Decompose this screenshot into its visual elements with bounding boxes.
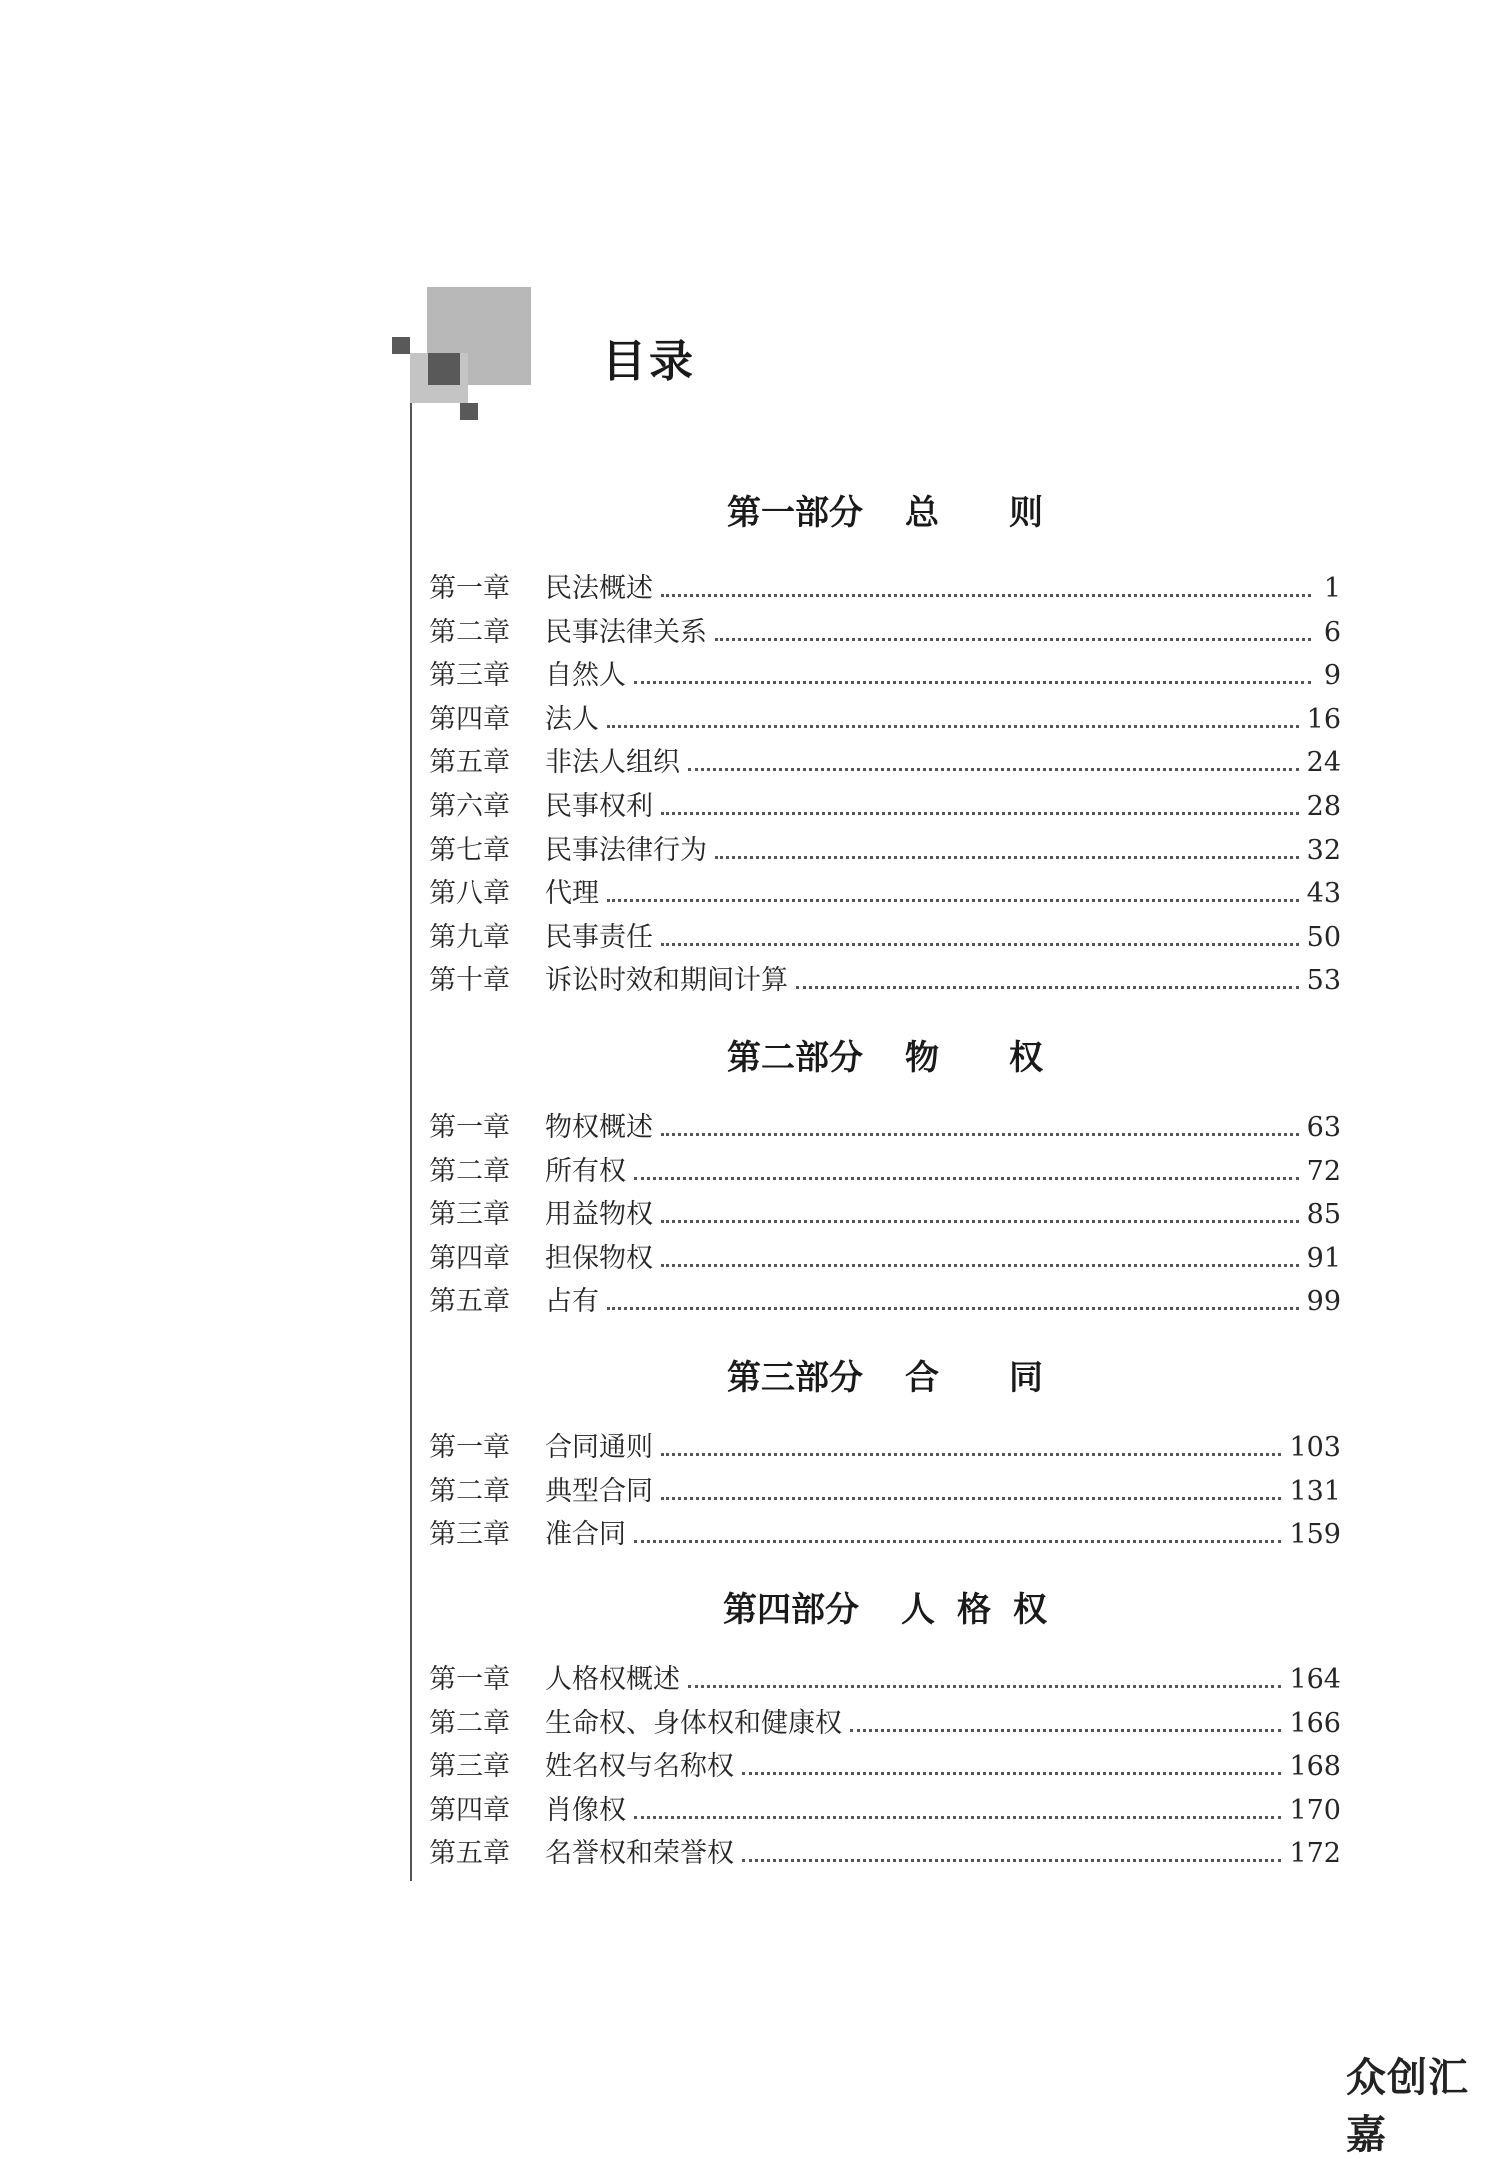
chapter-title: 人格权概述 [545, 1664, 680, 1695]
chapter-title: 肖像权 [545, 1794, 626, 1826]
toc-entry[interactable] [429, 874, 1341, 914]
dot-leader [607, 1306, 1299, 1310]
part-name-char: 格 [957, 1590, 991, 1630]
dot-leader [634, 680, 1311, 684]
chapter-title: 所有权 [545, 1155, 626, 1187]
chapter-title: 诉讼时效和期间计算 [545, 965, 788, 997]
part-name-char: 合 [905, 1358, 939, 1398]
chapter-title: 合同通则 [545, 1432, 653, 1463]
chapter-title: 占有 [545, 1286, 599, 1318]
toc-entry[interactable] [429, 1660, 1341, 1700]
watermark: 众创汇嘉 [1346, 2055, 1469, 2158]
dot-leader [661, 1496, 1281, 1500]
chapter-number: 第九章 [429, 921, 510, 953]
chapter-number: 第七章 [429, 834, 510, 866]
page-number: 6 [1323, 616, 1341, 648]
dot-leader [661, 593, 1311, 597]
chapter-title: 民事法律关系 [545, 616, 707, 648]
part-name-char: 物 [905, 1038, 939, 1078]
page-number: 53 [1306, 965, 1341, 997]
toc-entry[interactable] [429, 1791, 1341, 1831]
chapter-number: 第八章 [429, 878, 510, 910]
page-number: 91 [1306, 1242, 1341, 1274]
dot-leader [634, 1176, 1299, 1180]
chapter-title: 民事法律行为 [545, 834, 707, 866]
dot-leader [661, 1263, 1299, 1267]
chapter-title: 担保物权 [545, 1242, 653, 1274]
toc-entry[interactable] [429, 656, 1341, 696]
page-number: 1 [1323, 573, 1341, 604]
page-number: 63 [1306, 1112, 1341, 1143]
toc-entry[interactable] [429, 1239, 1341, 1279]
page-number: 168 [1289, 1751, 1341, 1783]
part-name-char: 权 [1013, 1590, 1047, 1630]
toc-entry[interactable] [429, 1108, 1341, 1148]
toc-entry[interactable] [429, 1747, 1341, 1787]
chapter-title: 生命权、身体权和健康权 [545, 1707, 842, 1739]
page-number: 50 [1306, 921, 1341, 953]
part-name-char: 则 [1009, 493, 1043, 533]
part-name-char: 同 [1009, 1358, 1043, 1398]
chapter-number: 第四章 [429, 703, 510, 735]
dot-leader [661, 811, 1299, 815]
part-heading [429, 1030, 1341, 1079]
page-number: 43 [1306, 878, 1341, 910]
part-heading [429, 485, 1341, 534]
toc-entry[interactable] [429, 613, 1341, 653]
chapter-title: 民事责任 [545, 921, 653, 953]
toc-entry[interactable] [429, 700, 1341, 740]
part-number: 第四部分 [723, 1590, 859, 1630]
page-number: 164 [1289, 1664, 1341, 1695]
part-heading [429, 1350, 1341, 1399]
page-title: 目录 [602, 336, 696, 387]
decorative-square-dark [428, 353, 460, 385]
dot-leader [634, 1539, 1281, 1543]
chapter-number: 第一章 [429, 573, 510, 604]
page-number: 9 [1323, 660, 1341, 692]
chapter-number: 第六章 [429, 791, 510, 822]
chapter-title: 自然人 [545, 660, 626, 692]
chapter-title: 法人 [545, 703, 599, 735]
toc-entry[interactable] [429, 961, 1341, 1001]
chapter-title: 准合同 [545, 1519, 626, 1551]
chapter-number: 第二章 [429, 616, 510, 648]
chapter-number: 第三章 [429, 1199, 510, 1231]
chapter-title: 民事权利 [545, 791, 653, 822]
chapter-number: 第三章 [429, 1519, 510, 1551]
dot-leader [607, 724, 1299, 728]
toc-entry[interactable] [429, 831, 1341, 871]
chapter-title: 非法人组织 [545, 747, 680, 779]
page-number: 170 [1289, 1794, 1341, 1826]
chapter-number: 第三章 [429, 1751, 510, 1783]
dot-leader [715, 855, 1299, 859]
chapter-number: 第二章 [429, 1707, 510, 1739]
page-number: 85 [1306, 1199, 1341, 1231]
page-number: 99 [1306, 1286, 1341, 1318]
chapter-number: 第二章 [429, 1475, 510, 1507]
dot-leader [796, 985, 1299, 989]
toc-entry[interactable] [429, 1195, 1341, 1235]
chapter-title: 民法概述 [545, 573, 653, 604]
chapter-number: 第一章 [429, 1664, 510, 1695]
part-name [905, 493, 1043, 533]
toc-entry[interactable] [429, 1282, 1341, 1322]
page-number: 16 [1306, 703, 1341, 735]
page-number: 172 [1289, 1838, 1341, 1870]
chapter-number: 第一章 [429, 1432, 510, 1463]
dot-leader [850, 1728, 1281, 1732]
toc-entry[interactable] [429, 1152, 1341, 1192]
toc-entry[interactable] [429, 787, 1341, 827]
page-number: 166 [1289, 1707, 1341, 1739]
page-number: 24 [1306, 747, 1341, 779]
chapter-title: 用益物权 [545, 1199, 653, 1231]
chapter-title: 姓名权与名称权 [545, 1751, 734, 1783]
chapter-title: 名誉权和荣誉权 [545, 1838, 734, 1870]
part-name-char: 权 [1009, 1038, 1043, 1078]
chapter-number: 第五章 [429, 1286, 510, 1318]
page-number: 131 [1289, 1475, 1341, 1507]
dot-leader [634, 1815, 1281, 1819]
part-heading [429, 1582, 1341, 1631]
toc-entry[interactable] [429, 1704, 1341, 1744]
dot-leader [661, 1219, 1299, 1223]
chapter-title: 典型合同 [545, 1475, 653, 1507]
chapter-number: 第十章 [429, 965, 510, 997]
part-number: 第一部分 [727, 493, 863, 533]
part-number: 第二部分 [727, 1038, 863, 1078]
toc-entry[interactable] [429, 1472, 1341, 1512]
toc-entry[interactable] [429, 743, 1341, 783]
chapter-number: 第二章 [429, 1155, 510, 1187]
part-name [905, 1358, 1043, 1398]
part-name-char: 总 [905, 493, 939, 533]
toc-entry[interactable] [429, 918, 1341, 958]
chapter-number: 第三章 [429, 660, 510, 692]
dot-leader [661, 1132, 1299, 1136]
part-name-char: 人 [901, 1590, 935, 1630]
page-number: 32 [1306, 834, 1341, 866]
chapter-title: 物权概述 [545, 1112, 653, 1143]
page-number: 28 [1306, 791, 1341, 822]
toc-entry[interactable] [429, 569, 1341, 609]
chapter-number: 第一章 [429, 1112, 510, 1143]
dot-leader [661, 1452, 1281, 1456]
chapter-number: 第五章 [429, 747, 510, 779]
dot-leader [742, 1771, 1281, 1775]
chapter-number: 第四章 [429, 1242, 510, 1274]
decorative-square-small [392, 337, 410, 354]
dot-leader [688, 767, 1299, 771]
dot-leader [688, 1684, 1281, 1688]
page-number: 103 [1289, 1432, 1341, 1463]
dot-leader [607, 898, 1299, 902]
page-number: 72 [1306, 1155, 1341, 1187]
part-number: 第三部分 [727, 1358, 863, 1398]
toc-entry[interactable] [429, 1834, 1341, 1874]
part-name [905, 1038, 1043, 1078]
decorative-square-small [460, 403, 478, 420]
page-number: 159 [1289, 1519, 1341, 1551]
dot-leader [742, 1858, 1281, 1862]
dot-leader [715, 637, 1311, 641]
dot-leader [661, 942, 1299, 946]
vertical-rule [410, 403, 412, 1881]
part-name [901, 1590, 1047, 1630]
toc-entry[interactable] [429, 1428, 1341, 1468]
chapter-number: 第四章 [429, 1794, 510, 1826]
chapter-title: 代理 [545, 878, 599, 910]
toc-entry[interactable] [429, 1515, 1341, 1555]
chapter-number: 第五章 [429, 1838, 510, 1870]
